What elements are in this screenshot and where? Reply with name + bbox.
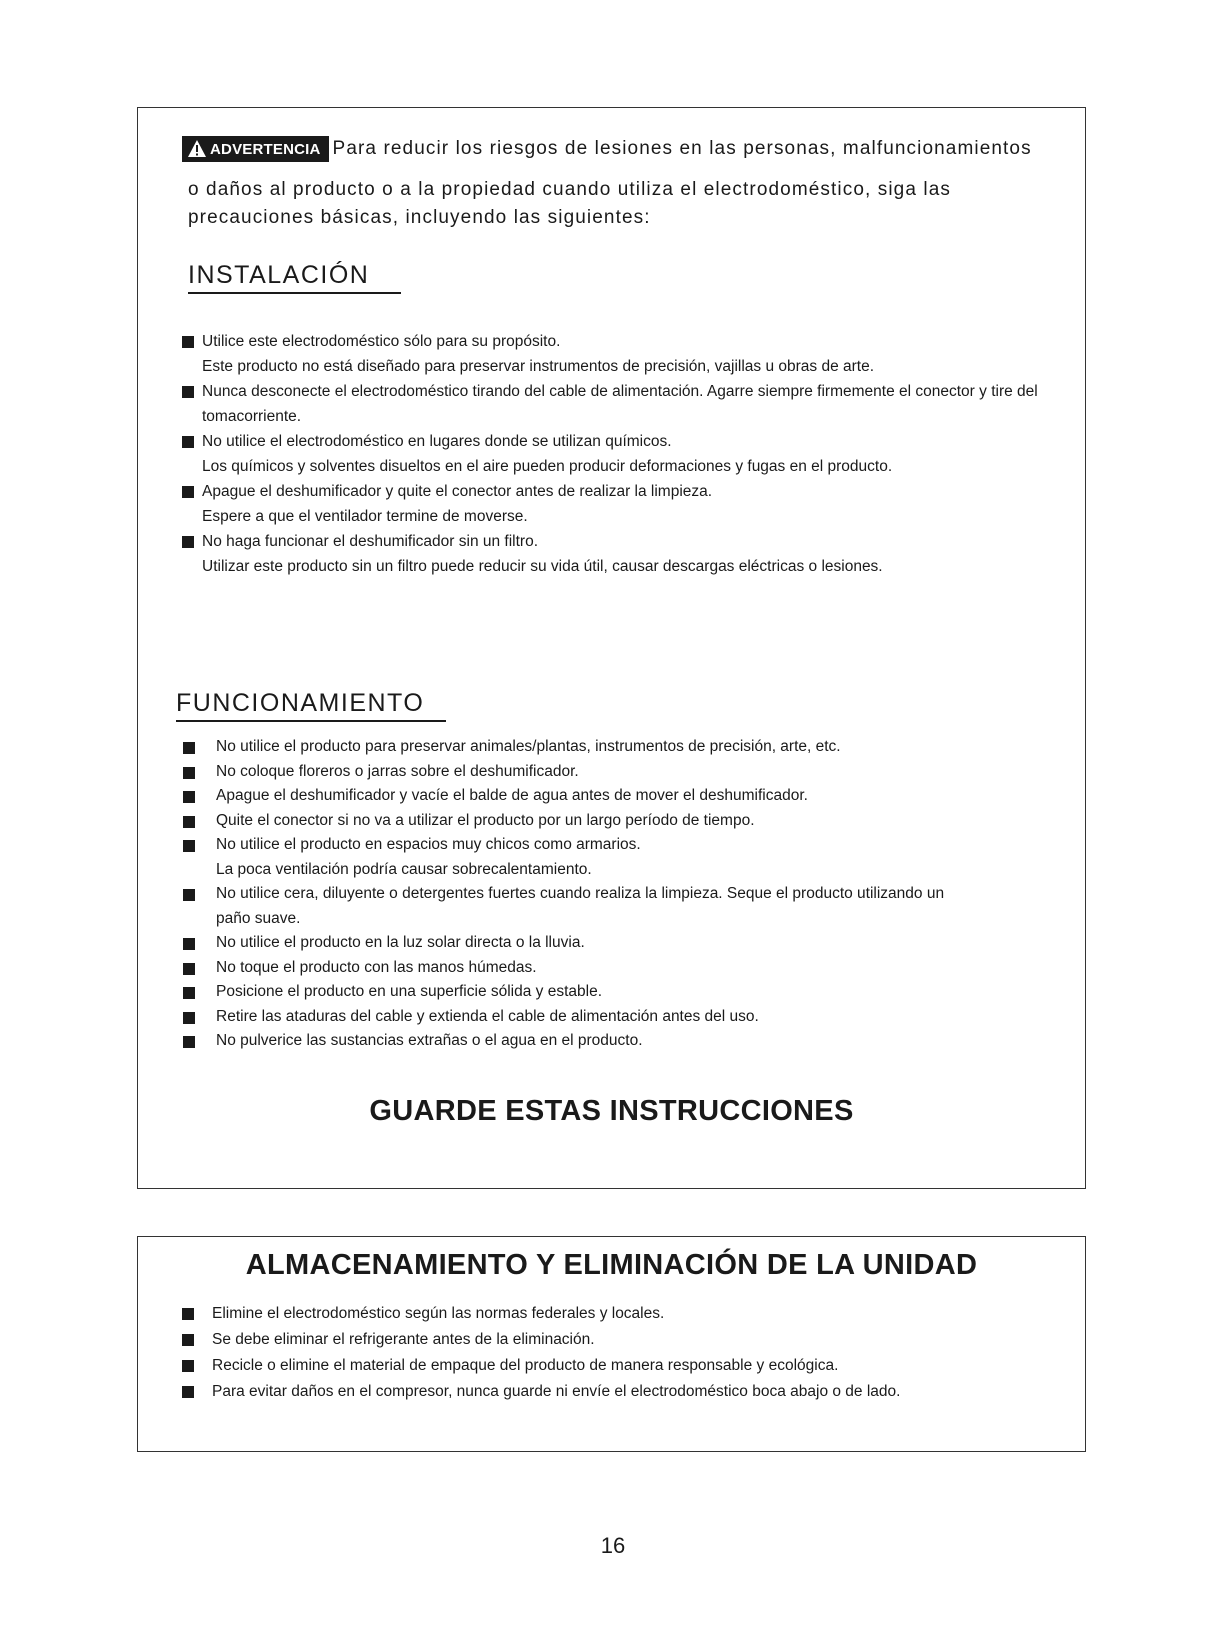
operation-title: FUNCIONAMIENTO <box>176 688 446 722</box>
list-item <box>216 784 1046 809</box>
operation-list <box>216 735 1046 1054</box>
list-item <box>216 931 1046 956</box>
bullet-square-icon <box>182 536 194 548</box>
list-item-text: No utilice cera, diluyente o detergentes fuertes cuando realiza la limpieza. Seque el producto utilizando un paño suave. <box>216 885 945 927</box>
bullet-square-icon <box>183 987 195 999</box>
list-item-text: No utilice el producto para preservar animales/plantas, instrumentos de precisión, arte, etc. <box>216 738 841 755</box>
bullet-square-icon <box>182 436 194 448</box>
installation-list <box>202 329 1052 579</box>
bullet-square-icon <box>183 889 195 901</box>
list-item-text: No toque el producto con las manos húmedas. <box>216 958 537 976</box>
warning-badge-label: ADVERTENCIA <box>210 141 321 158</box>
installation-title: INSTALACIÓN <box>188 260 401 294</box>
save-instructions-heading: GUARDE ESTAS INSTRUCCIONES <box>369 1095 854 1127</box>
bullet-square-icon <box>182 1386 194 1398</box>
list-item <box>202 329 1052 379</box>
bullet-square-icon <box>183 791 195 803</box>
warning-lead-text: Para reducir los riesgos de lesiones en las personas, malfuncionamientos <box>332 138 1032 159</box>
list-item-text: No coloque floreros o jarras sobre el deshumificador. <box>216 762 579 780</box>
list-item <box>216 1029 1046 1054</box>
bullet-square-icon <box>182 486 194 498</box>
list-item-text: Nunca desconecte el electrodoméstico tirando del cable de alimentación. Agarre siempre firmemente el conector y tire del tomacorriente. <box>202 383 1038 425</box>
list-item-text: Retire las ataduras del cable y extienda el cable de alimentación antes del uso. <box>216 1007 759 1025</box>
list-item-text: No utilice el producto en la luz solar directa o la lluvia. <box>216 934 585 951</box>
warning-continuation: o daños al producto o a la propiedad cuando utiliza el electrodoméstico, siga las precauciones básicas, incluyendo las siguientes: <box>188 179 951 228</box>
list-item <box>212 1301 1032 1327</box>
list-item <box>212 1327 1032 1353</box>
list-item <box>216 980 1046 1005</box>
bullet-square-icon <box>183 816 195 828</box>
storage-box <box>137 1236 1086 1452</box>
list-item-text: Apague el deshumificador y vacíe el balde de agua antes de mover el deshumificador. <box>216 787 808 804</box>
bullet-square-icon <box>183 840 195 852</box>
list-item-text: Quite el conector si no va a utilizar el producto por un largo período de tiempo. <box>216 811 755 829</box>
bullet-square-icon <box>183 1036 195 1048</box>
warning-line <box>182 136 1032 162</box>
list-item <box>216 833 1046 882</box>
warning-badge <box>182 136 329 162</box>
bullet-square-icon <box>183 963 195 975</box>
list-item <box>216 882 1046 931</box>
bullet-square-icon <box>182 1360 194 1372</box>
list-item <box>216 956 1046 981</box>
bullet-square-icon <box>183 1012 195 1024</box>
list-item-text: Recicle o elimine el material de empaque del producto de manera responsable y ecológica. <box>212 1357 839 1374</box>
list-item-text: Elimine el electrodoméstico según las normas federales y locales. <box>212 1305 665 1322</box>
bullet-square-icon <box>183 767 195 779</box>
list-item-text: No utilice el electrodoméstico en lugares donde se utilizan químicos. Los químicos y solventes disueltos en el aire pueden producir deformaciones y fugas en el producto. <box>202 433 893 475</box>
bullet-square-icon <box>182 1308 194 1320</box>
list-item-text: Se debe eliminar el refrigerante antes de la eliminación. <box>212 1331 595 1348</box>
list-item <box>212 1379 1032 1405</box>
list-item <box>216 1005 1046 1030</box>
bullet-square-icon <box>182 336 194 348</box>
list-item <box>216 735 1046 760</box>
warning-triangle-icon <box>188 140 206 157</box>
list-item-text: Apague el deshumificador y quite el conector antes de realizar la limpieza. Espere a que el ventilador termine de moverse. <box>202 483 713 525</box>
bullet-square-icon <box>183 938 195 950</box>
storage-title: ALMACENAMIENTO Y ELIMINACIÓN DE LA UNIDAD <box>245 1249 978 1281</box>
list-item-text: No haga funcionar el deshumificador sin un filtro. Utilizar este producto sin un filtro puede reducir su vida útil, causar descargas eléctricas o lesiones. <box>202 533 883 575</box>
safety-box <box>137 107 1086 1189</box>
list-item-text: Posicione el producto en una superficie sólida y estable. <box>216 983 603 1000</box>
list-item-text: No utilice el producto en espacios muy chicos como armarios. La poca ventilación podría causar sobrecalentamiento. <box>216 836 641 878</box>
bullet-square-icon <box>182 1334 194 1346</box>
bullet-square-icon <box>182 386 194 398</box>
list-item <box>216 809 1046 834</box>
list-item <box>202 429 1052 479</box>
list-item-text: Utilice este electrodoméstico sólo para su propósito. Este producto no está diseñado para preservar instrumentos de precisión, vajillas u obras de arte. <box>202 333 875 375</box>
list-item <box>212 1353 1032 1379</box>
list-item-text: Para evitar daños en el compresor, nunca guarde ni envíe el electrodoméstico boca abajo o de lado. <box>212 1383 901 1400</box>
storage-list <box>212 1301 1032 1405</box>
list-item-text: No pulverice las sustancias extrañas o el agua en el producto. <box>216 1032 643 1049</box>
list-item <box>202 379 1052 429</box>
bullet-square-icon <box>183 742 195 754</box>
list-item <box>202 479 1052 529</box>
list-item <box>216 760 1046 785</box>
page-number: 16 <box>600 1533 626 1558</box>
list-item <box>202 529 1052 579</box>
